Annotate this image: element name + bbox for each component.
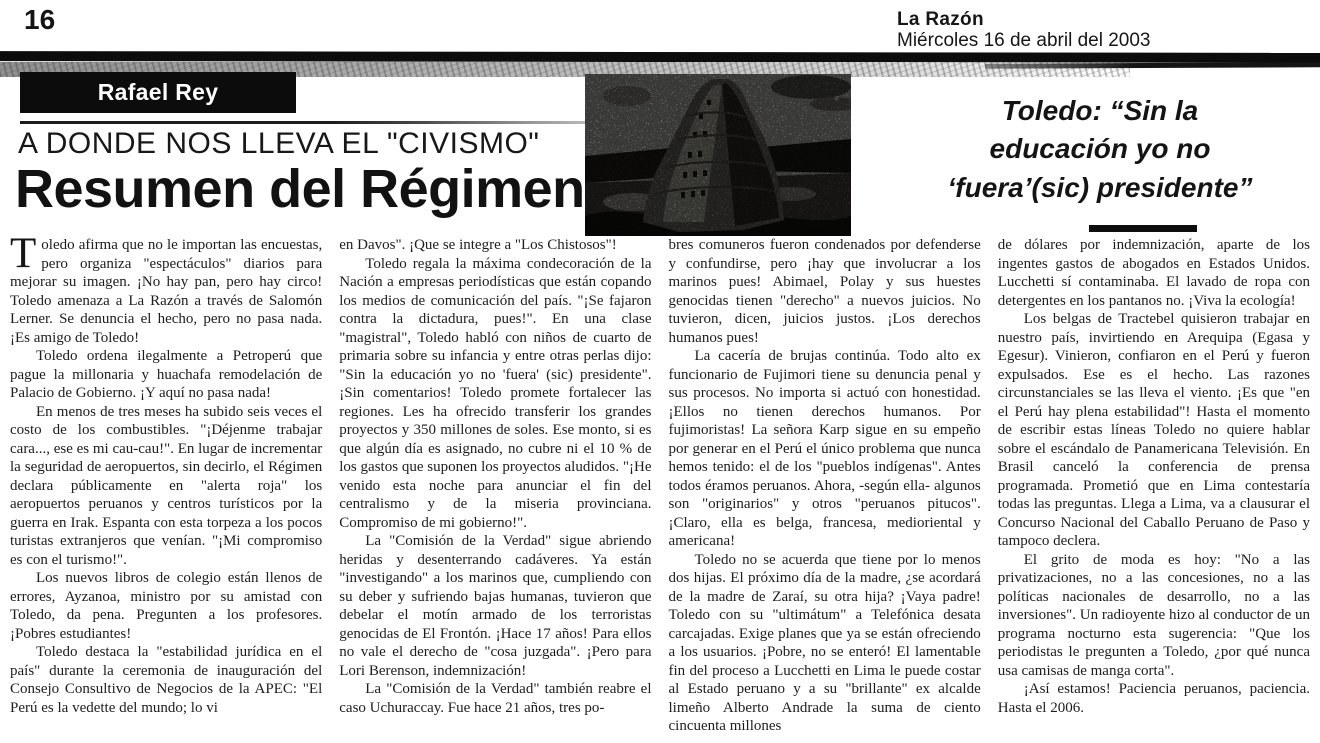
- pull-quote-rule: [1089, 225, 1197, 232]
- pull-quote: [943, 92, 1257, 207]
- pull-quote-line: Toledo: “Sin la: [1001, 95, 1199, 126]
- article-paragraph: en Davos". ¡Que se integre a "Los Chistosos"!: [339, 237, 617, 253]
- article-body: [10, 230, 1310, 741]
- author-name: Rafael Rey: [97, 79, 219, 105]
- article-paragraph: Toledo regala la máxima condecoración de la Nación a empresas periodísticas que están copando los medios de comunicación del país. "¡Se fajaron contra la dictadura, pues!". En una clase "magistral", Toledo habló con niños de cuarto de primaria sobre su infancia y entre otras perlas dijo: "Sin la educación yo no 'fuera' (sic) presidente". ¡Sin comentarios! Toledo promete fortalecer las regiones. Les ha ofrecido transferir los grandes proyectos y 350 millones de soles. Ese monto, si es que algún día es asignado, no cubre ni el 10 % de los gastos que suponen los proyectos aludidos. "¡He venido esta noche para anunciar el fin del centralismo y de la miseria provinciana. Compromiso de mi gobierno!".: [339, 255, 652, 531]
- article-paragraph: La cacería de brujas continúa. Todo alto ex funcionario de Fujimori tiene su denuncia penal y sus procesos. No importa si actuó con honestidad. ¡Ellos no tienen derechos humanos. Por fujimoristas! La señora Karp sigue en su empeño por generar en el Perú el único problema que nunca hemos tenido: el de los "pueblos indígenas". Antes todos éramos peruanos. Ahora, -según ella- algunos son "originarios" y otros "peruanos pitucos". ¡Claro, ella es belga, francesa, medioriental y americana!: [668, 348, 981, 549]
- article-column-2: [339, 236, 651, 741]
- masthead-date: Miércoles 16 de abril del 2003: [897, 30, 1151, 52]
- article-paragraph: Toledo ordena ilegalmente a Petroperú que pague la millonaria y huachafa remodelación de Palacio de Gobierno. ¡Y aquí no pasa nada!: [10, 348, 323, 401]
- article-column-1: [10, 230, 323, 741]
- article-paragraph: Toledo no se acuerda que tiene por lo menos dos hijas. El próximo día de la madre, ¿se acordará de la madre de Zaraí, su otra hija? ¡Vaya padre! Toledo con su "ultimátum" a Telefónica desata carcajadas. Exige planes que ya se están ofreciendo a los usuarios. ¡Pobre, no se enteró! El lamentable fin del proceso a Lucchetti en Lima le puede costar al Estado peruano y a su "brillante" ex alcalde limeño Alberto Andrade la suma de ciento cincuenta millones: [668, 551, 981, 734]
- tower-of-babel-image: [585, 74, 851, 236]
- article-paragraph: Los belgas de Tractebel quisieron trabajar en nuestro país, invirtiendo en Arequipa (Egasa y Egesur). Vinieron, confiaron en el Perú y fueron expulsados. Ese es el hecho. Las razones circunstanciales se las lleva el viento. ¡Es que "en el Perú hay plena estabilidad"! Hasta el momento de escribir estas líneas Toledo no quiere hablar sobre el escándalo de Panamericana Televisión. En Brasil canceló la conferencia de prensa programada. Prometió que en Lima contestaría todas las preguntas. Llega a Lima, va a clausurar el Concurso Nacional del Caballo Peruano de Paso y tampoco declera.: [997, 311, 1310, 549]
- page-number: 16: [24, 4, 56, 35]
- headline: Resumen del Régimen: [15, 159, 585, 219]
- article-paragraph: Los nuevos libros de colegio están llenos de errores, Ayzanoa, ministro por su amistad con Toledo, da pena. Pregunten a los profesores. ¡Pobres estudiantes!: [10, 570, 323, 642]
- article-column-3: [669, 236, 981, 741]
- article-paragraph: bres comuneros fueron condenados por defenderse y confundirse, pero ¡hay que involucrar a los marinos pues! Abimael, Polay y sus huestes genocidas tienen "derecho" a nuevos juicios. No tuvieron, dicen, juicios justos. ¡Los derechos humanos pues!: [668, 237, 981, 346]
- article-paragraph: En menos de tres meses ha subido seis veces el costo de los combustibles. "¡Déjenme trabajar cara..., ese es mi cau-cau!". En lugar de incrementar la seguridad de aeropuertos, sin decirlo, el Régimen declara públicamente en "alerta roja" los aeropuertos peruanos y centros turísticos por la guerra en Irak. Espanta con esta torpeza a los pocos turistas extranjeros que venían. "¡Mi compromiso es con el turismo!".: [10, 403, 323, 568]
- author-byline-box: [20, 72, 296, 113]
- kicker: A DONDE NOS LLEVA EL "CIVISMO": [18, 127, 540, 160]
- article-paragraph: Toledo destaca la "estabilidad jurídica en el país" durante la ceremonia de inauguración del Consejo Consultivo de Negocios de la APEC: "El Perú es la vedette del mundo; lo vi: [10, 644, 323, 716]
- article-paragraph: La "Comisión de la Verdad" sigue abriendo heridas y desenterrando cadáveres. Ya están "investigando" a los marinos que, cumpliendo con su deber y sufriendo bajas humanas, tuvieron que debelar el motín armado de los terroristas genocidas de El Frontón. ¡Hace 17 años! Para ellos no vale el derecho de "cosa juzgada". ¡Pero para Lori Berenson, indemnización!: [339, 533, 652, 679]
- masthead-title: La Razón: [897, 9, 984, 30]
- article-column-4: [998, 236, 1310, 741]
- article-paragraph: [10, 230, 323, 347]
- paragraph-text: oledo afirma que no le importan las encuestas, pero organiza "espectáculos" diarios para mejorar su imagen. ¡No hay pan, pero hay circo! Toledo amenaza a La Razón a través de Salomón Lerner. Se denuncia el hecho, pero no pasa nada. ¡Es amigo de Toledo!: [10, 237, 323, 346]
- drop-cap: T: [10, 230, 37, 277]
- article-paragraph: de dólares por indemnización, aparte de los ingentes gastos de abogados en Estados Unidos. Lucchetti sí contaminaba. El lavado de ropa con detergentes en los pantanos no. ¡Viva la ecología!: [997, 237, 1310, 309]
- article-paragraph: El grito de moda es hoy: "No a las privatizaciones, no a las concesiones, no a las políticas nacionales de desarrollo, no a las inversiones". Un radioyente hizo al conductor de un programa nocturno esta sugerencia: "Que los periodistas le pregunten a Toledo, ¿por qué nunca usa camisas de manga corta".: [997, 551, 1310, 679]
- pull-quote-line: educación yo no: [989, 133, 1211, 165]
- masthead: [897, 9, 1151, 52]
- article-paragraph: La "Comisión de la Verdad" también reabre el caso Uchuraccay. Fue hace 21 años, tres po-: [339, 681, 652, 716]
- pull-quote-line: ‘fuera’(sic) presidente”: [947, 171, 1253, 203]
- article-paragraph: ¡Así estamos! Paciencia peruanos, paciencia. Hasta el 2006.: [997, 681, 1310, 716]
